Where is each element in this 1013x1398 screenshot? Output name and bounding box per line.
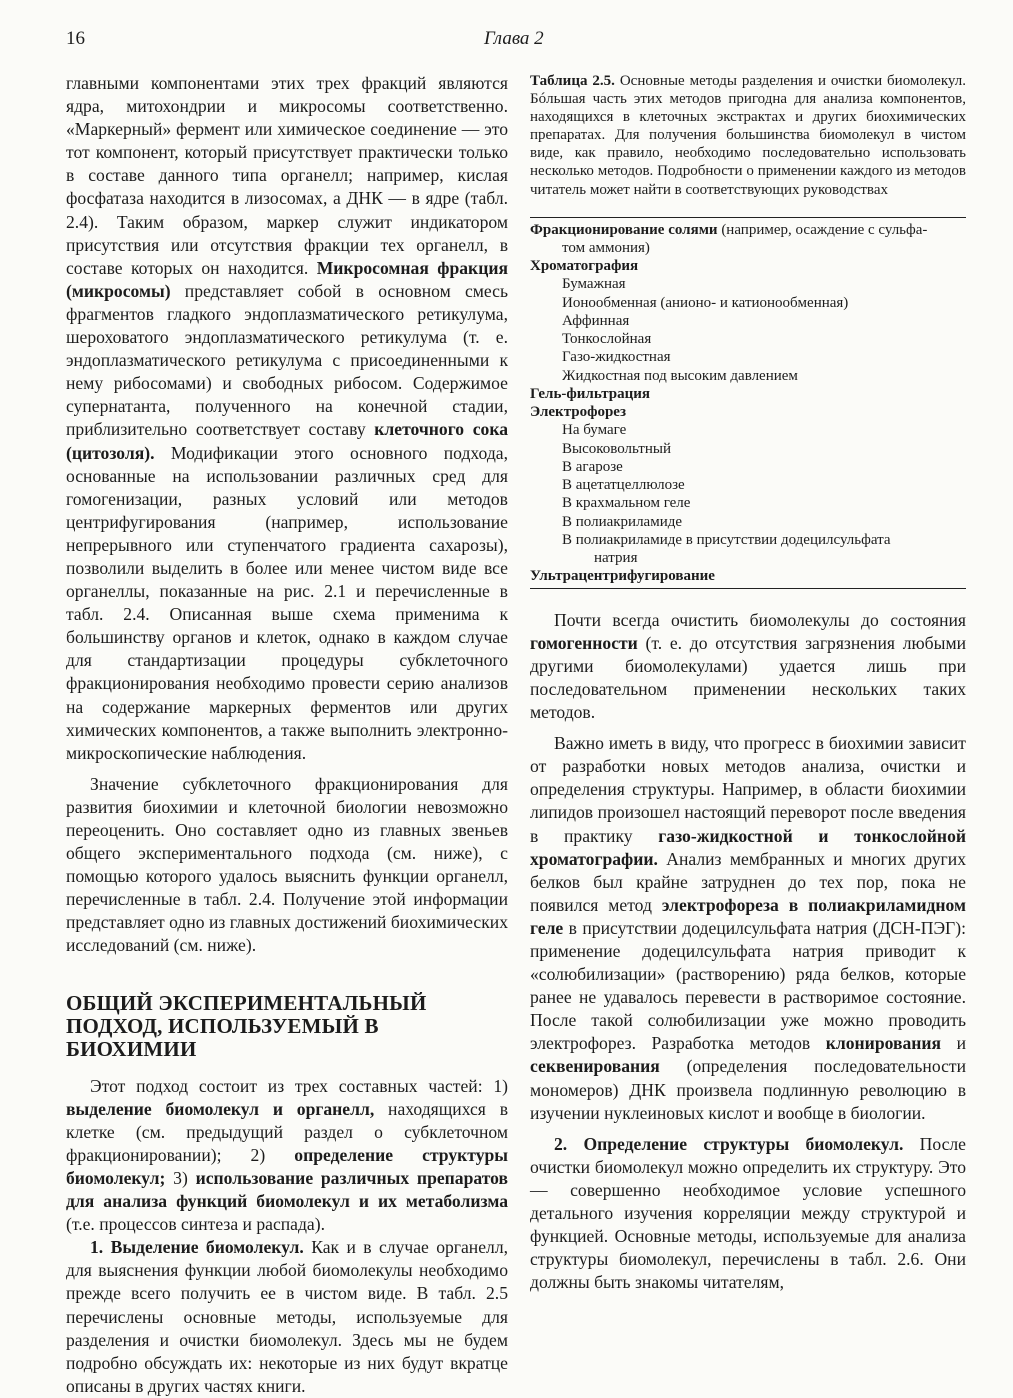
paragraph: Важно иметь в виду, что прогресс в биохимии зависит от разработки новых методов анализа, очистки и определения структуры. Например, в области биохимии липидов произошел настоящий переворот после введения в практику газо-жидкостной и тонкослойной хроматографии. Анализ мембранных и многих других белков был крайне затруднен до тех пор, пока не появился метод электрофореза в полиакриламидном геле в присутствии додецилсульфата натрия (ДСН-ПЭГ): применение додецилсульфата натрия приводит к «солюбилизации» (растворению) ряда белков, которые ранее не удавалось перевести в растворимое состояние. После такой солюбилизации уже можно проводить электрофорез. Разработка методов клонирования и секвенирования (определения последовательности мономеров) ДНК произвела подлинную революцию в изучении нуклеиновых кислот и вообще в биологии. bbox=[530, 733, 966, 1123]
bold-term: электрофореза в полиакриламидном геле bbox=[530, 894, 966, 938]
bold-term: выделение биомолекул и органелл, bbox=[66, 1098, 375, 1119]
bold-term: гомогенности bbox=[530, 632, 638, 653]
bold-term: секвенирования bbox=[530, 1056, 660, 1077]
table-row: В ацетатцеллюлозе bbox=[562, 477, 685, 494]
paragraph: 2. Определение структуры биомолекул. После очистки биомолекул можно определить их структуру. Это — совершенно необходимое условие успешного детального изучения корреляции между структурой и функцией. Основные методы, используемые для анализа структуры биомолекул, перечислены в табл. 2.6. Они должны быть знакомы читателям, bbox=[530, 1133, 966, 1293]
table-row: натрия bbox=[594, 550, 638, 567]
table-row: Бумажная bbox=[562, 276, 626, 293]
left-column bbox=[66, 72, 508, 1398]
paragraph: главными компонентами этих трех фракций являются ядра, митохондрии и микросомы соответственно. «Маркерный» фермент или химическое соединение — это тот компонент, который присутствует практически только в составе данного типа органелл; например, кислая фосфатаза находится в лизосомах, а ДНК — в ядре (табл. 2.4). Таким образом, маркер служит индикатором присутствия или отсутствия фракции тех органелл, в составе которых он находится. Микросомная фракция (микросомы) представляет собой в основном смесь фрагментов гладкого эндоплазматического ретикулума, шероховатого эндоплазматического ретикулума (т. е. эндоплазматического ретикулума с присоединенными к нему рибосомами) и свободных рибосом. Содержимое супернатанта, полученного на конечной стадии, приблизительно соответствует составу клеточного сока (цитозоля). Модификации этого основного подхода, основанные на использовании различных сред для гомогенизации, разных условий или методов центрифугирования (например, использование непрерывного или ступенчатого градиента сахарозы), позволили выделить в более или менее чистом виде все органеллы, показанные на рис. 2.1 и перечисленные в табл. 2.4. Описанная выше схема применима к большинству органов и клеток, однако в каждом случае для стандартизации процедуры субклеточного фракционирования необходимо провести серию анализов на содержание маркерных ферментов или других химических компонентов, а также выполнить электронно-микроскопические наблюдения. bbox=[66, 73, 508, 763]
bold-term: клеточного сока (цитозоля). bbox=[66, 419, 508, 463]
paragraph: Значение субклеточного фракционирования для развития биохимии и клеточной биологии невозможно переоценить. Оно составляет одно из главных звеньев общего экспериментального подхода (см. ниже), с помощью которого удалось выяснить функции органелл, перечисленные в табл. 2.4. Получение этой информации представляет одно из главных достижений биохимических исследований (см. ниже). bbox=[66, 773, 508, 956]
table-row: Тонкослойная bbox=[562, 331, 652, 348]
table-row: Фракционирование солями (например, осаждение с сульфа- bbox=[530, 221, 928, 238]
bold-term: газо-жидкостной и тонкослойной хроматографии. bbox=[530, 825, 966, 869]
bold-term: использование различных препаратов для анализа функций биомолекул и их метаболизма bbox=[66, 1167, 508, 1212]
table-row: В полиакриламиде bbox=[562, 513, 683, 530]
table-row: том аммония) bbox=[562, 239, 650, 256]
table-row: В крахмальном геле bbox=[562, 495, 691, 512]
table-row: Хроматография bbox=[530, 258, 639, 275]
table-row: Высоковольтный bbox=[562, 440, 671, 457]
bold-term: определение структуры биомолекул; bbox=[66, 1144, 509, 1188]
table-row: Гель-фильтрация bbox=[530, 385, 650, 402]
table-row: Жидкостная под высоким давлением bbox=[562, 367, 798, 384]
table-caption: Таблица 2.5. Основные методы разделения и очистки биомолекул. Бóльшая часть этих методов пригодна для анализа компонентов, находящихся в клеточных экстрактах и других биохимических препаратах. Для получения большинства биомолекул в чистом виде, как правило, необходимо последовательно использовать несколько методов. Подробности о применении каждого из методов читатель может найти в соответствующих руководствах bbox=[530, 73, 966, 198]
section-heading: ОБЩИЙ ЭКСПЕРИМЕНТАЛЬНЫЙ ПОДХОД, ИСПОЛЬЗУЕМЫЙ В БИОХИМИИ bbox=[66, 990, 427, 1061]
right-column bbox=[530, 72, 966, 1294]
table-row: Ультрацентрифугирование bbox=[530, 568, 715, 585]
table-row: Аффинная bbox=[562, 312, 630, 329]
subsection-heading: 2. Определение структуры биомолекул. bbox=[554, 1133, 904, 1154]
bold-term: клонирования bbox=[825, 1033, 942, 1054]
paragraph: Почти всегда очистить биомолекулы до состояния гомогенности (т. е. до отсутствия загрязнения любыми другими биомолекулами) удается лишь при последовательном применении нескольких таких методов. bbox=[530, 609, 966, 723]
running-head: Глава 2 bbox=[484, 28, 544, 49]
page-number: 16 bbox=[66, 28, 85, 49]
table-row: Газо-жидкостная bbox=[562, 349, 671, 366]
methods-table bbox=[530, 217, 966, 589]
table-row: В полиакриламиде в присутствии додецилсульфата bbox=[562, 531, 891, 548]
bold-term: Микросомная фракция (микросомы) bbox=[66, 257, 508, 301]
table-row: На бумаге bbox=[562, 422, 627, 439]
paragraph: Этот подход состоит из трех составных частей: 1) выделение биомолекул и органелл, находящихся в клетке (см. предыдущий раздел о субклеточном фракционировании); 2) определение структуры биомолекул; 3) использование различных препаратов для анализа функций биомолекул и их метаболизма (т.е. процессов синтеза и распада). bbox=[66, 1075, 509, 1235]
subsection-heading: 1. Выделение биомолекул. bbox=[90, 1237, 304, 1258]
table-row: Электрофорез bbox=[530, 404, 626, 421]
table-row: В агарозе bbox=[562, 458, 623, 475]
paragraph: 1. Выделение биомолекул. Как и в случае органелл, для выяснения функции любой биомолекулы необходимо прежде всего получить ее в чистом виде. В табл. 2.5 перечислены основные методы, используемые для разделения и очистки биомолекул. Здесь мы не будем подробно обсуждать их: некоторые из них будут вкратце описаны в других частях книги. bbox=[66, 1237, 508, 1396]
table-row: Ионообменная (анионо- и катионообменная) bbox=[562, 294, 849, 311]
